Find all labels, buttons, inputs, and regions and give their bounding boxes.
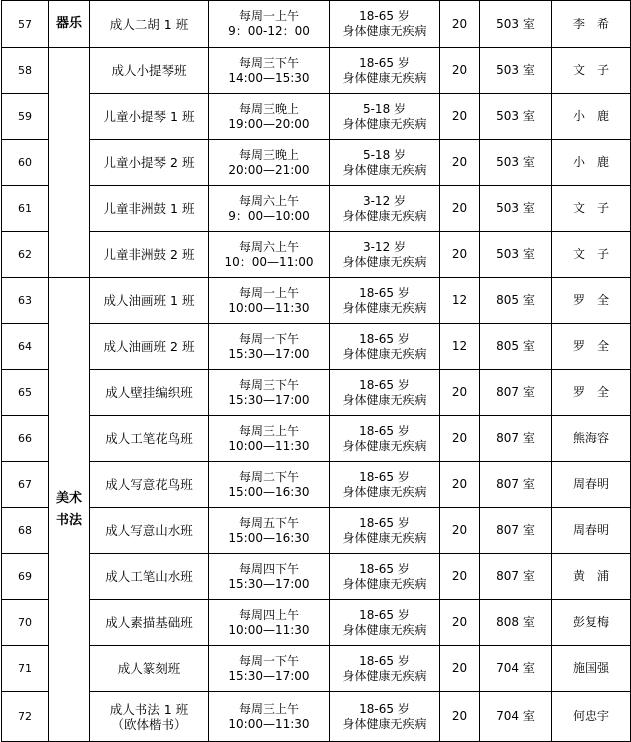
table-row	[2, 600, 631, 646]
course-requirement-line: 18-65 岁	[359, 423, 410, 438]
course-teacher: 施国强	[552, 646, 631, 692]
course-teacher: 何忠宇	[552, 692, 631, 742]
category-music-continued	[49, 48, 90, 278]
course-name-line: 成人工笔山水班	[105, 569, 193, 584]
course-time	[209, 554, 330, 600]
course-time	[209, 1, 330, 48]
course-room: 805 室	[480, 324, 552, 370]
course-requirement-line: 身体健康无疾病	[342, 300, 427, 315]
course-name	[90, 462, 209, 508]
course-time	[209, 232, 330, 278]
row-number: 68	[2, 508, 49, 554]
course-requirement	[330, 1, 440, 48]
course-requirement-line: 5-18 岁	[362, 147, 407, 162]
row-number: 58	[2, 48, 49, 94]
course-room: 808 室	[480, 600, 552, 646]
course-requirement	[330, 646, 440, 692]
course-requirement	[330, 600, 440, 646]
course-room: 807 室	[480, 370, 552, 416]
course-time	[209, 508, 330, 554]
course-requirement-line: 身体健康无疾病	[342, 162, 427, 177]
course-name-line: 儿童非洲鼓 1 班	[103, 201, 195, 216]
course-name-line: 成人写意花鸟班	[105, 477, 193, 492]
course-requirement-line: 18-65 岁	[359, 285, 410, 300]
course-requirement-line: 身体健康无疾病	[342, 346, 427, 361]
course-requirement-line: 18-65 岁	[359, 55, 410, 70]
course-room: 503 室	[480, 232, 552, 278]
course-time-line: 15:00—16:30	[228, 530, 310, 545]
category-art-calligraphy	[49, 278, 90, 742]
table-row	[2, 186, 631, 232]
course-requirement	[330, 554, 440, 600]
course-time-line: 19:00—20:00	[228, 116, 310, 131]
row-number: 70	[2, 600, 49, 646]
course-time	[209, 692, 330, 742]
course-room: 807 室	[480, 554, 552, 600]
course-name	[90, 554, 209, 600]
course-name	[90, 232, 209, 278]
course-teacher: 小 鹿	[552, 94, 631, 140]
table-row	[2, 324, 631, 370]
course-time	[209, 600, 330, 646]
course-name	[90, 646, 209, 692]
course-time-line: 每周三上午	[238, 701, 299, 716]
course-teacher: 罗 全	[552, 324, 631, 370]
course-time-line: 每周三上午	[238, 423, 299, 438]
course-time-line: 20:00—21:00	[228, 162, 310, 177]
course-requirement-line: 身体健康无疾病	[342, 438, 427, 453]
course-capacity: 20	[440, 1, 480, 48]
course-time-line: 15:30—17:00	[228, 346, 310, 361]
row-number: 71	[2, 646, 49, 692]
row-number: 61	[2, 186, 49, 232]
course-room: 805 室	[480, 278, 552, 324]
course-capacity: 20	[440, 94, 480, 140]
course-requirement	[330, 370, 440, 416]
course-requirement	[330, 186, 440, 232]
course-room: 503 室	[480, 48, 552, 94]
course-requirement-line: 18-65 岁	[359, 9, 410, 23]
course-requirement-line: 18-65 岁	[359, 561, 410, 576]
course-requirement-line: 18-65 岁	[359, 469, 410, 484]
row-number: 66	[2, 416, 49, 462]
course-name-line: 儿童非洲鼓 2 班	[103, 247, 195, 262]
course-name	[90, 140, 209, 186]
course-requirement-line: 身体健康无疾病	[342, 668, 427, 683]
table-row	[2, 94, 631, 140]
course-requirement-line: 身体健康无疾病	[342, 208, 427, 223]
course-name	[90, 416, 209, 462]
course-time	[209, 416, 330, 462]
row-number: 60	[2, 140, 49, 186]
course-room: 503 室	[480, 1, 552, 48]
course-capacity: 12	[440, 324, 480, 370]
course-requirement-line: 身体健康无疾病	[342, 70, 427, 85]
row-number: 63	[2, 278, 49, 324]
course-time-line: 每周三晚上	[238, 147, 299, 162]
course-time-line: 10:00—11:30	[228, 300, 310, 315]
course-requirement-line: 18-65 岁	[359, 515, 410, 530]
course-requirement-line: 3-12 岁	[362, 193, 407, 208]
course-time-line: 每周三下午	[238, 377, 299, 392]
course-requirement	[330, 692, 440, 742]
course-name	[90, 370, 209, 416]
course-name	[90, 600, 209, 646]
course-name	[90, 94, 209, 140]
course-name	[90, 48, 209, 94]
course-requirement	[330, 232, 440, 278]
course-time-line: 15:30—17:00	[228, 668, 310, 683]
table-row	[2, 646, 631, 692]
course-room: 503 室	[480, 94, 552, 140]
course-room: 807 室	[480, 462, 552, 508]
course-name	[90, 278, 209, 324]
course-requirement	[330, 416, 440, 462]
course-name-line: 成人素描基础班	[105, 615, 193, 630]
course-capacity: 20	[440, 692, 480, 742]
row-number: 65	[2, 370, 49, 416]
course-requirement-line: 身体健康无疾病	[342, 576, 427, 591]
category-music-line: 器乐	[55, 16, 82, 31]
course-requirement-line: 身体健康无疾病	[342, 116, 427, 131]
row-number: 69	[2, 554, 49, 600]
course-requirement-line: 身体健康无疾病	[342, 622, 427, 637]
course-time-line: 每周四下午	[238, 561, 299, 576]
course-capacity: 20	[440, 462, 480, 508]
course-time	[209, 94, 330, 140]
table-row	[2, 278, 631, 324]
row-number: 62	[2, 232, 49, 278]
course-name-line: 儿童小提琴 2 班	[103, 155, 195, 170]
course-name-line: 成人写意山水班	[105, 523, 193, 538]
course-name-line: 成人二胡 1 班	[109, 16, 189, 32]
course-room: 807 室	[480, 508, 552, 554]
category-music	[49, 1, 90, 48]
course-name-line: 成人小提琴班	[111, 63, 187, 78]
course-time-line: 每周三晚上	[238, 101, 299, 116]
row-number: 57	[2, 1, 49, 48]
course-requirement-line: 身体健康无疾病	[342, 392, 427, 407]
course-teacher: 罗 全	[552, 370, 631, 416]
course-time-line: 14:00—15:30	[228, 70, 310, 85]
course-name-line: 成人篆刻班	[117, 661, 181, 676]
course-capacity: 20	[440, 48, 480, 94]
course-teacher: 周春明	[552, 508, 631, 554]
table-row	[2, 508, 631, 554]
course-capacity: 20	[440, 554, 480, 600]
course-requirement-line: 18-65 岁	[359, 607, 410, 622]
course-time	[209, 278, 330, 324]
course-teacher: 文 子	[552, 232, 631, 278]
course-room: 704 室	[480, 646, 552, 692]
course-name	[90, 324, 209, 370]
course-name-line: （欧体楷书）	[111, 716, 187, 732]
table-row	[2, 416, 631, 462]
course-requirement-line: 身体健康无疾病	[342, 254, 427, 269]
course-time-line: 15:30—17:00	[228, 576, 310, 591]
course-name	[90, 1, 209, 48]
course-time-line: 每周二下午	[238, 469, 299, 484]
course-room: 503 室	[480, 140, 552, 186]
course-time	[209, 646, 330, 692]
course-time-line: 每周一上午	[238, 285, 299, 300]
course-capacity: 12	[440, 278, 480, 324]
course-teacher: 李 希	[552, 1, 631, 48]
course-name-line: 成人油画班 1 班	[103, 293, 195, 308]
course-time-line: 每周六上午	[238, 239, 299, 254]
course-time-line: 9：00-12：00	[228, 24, 310, 38]
table-row	[2, 692, 631, 742]
course-teacher: 黄 浦	[552, 554, 631, 600]
course-time	[209, 48, 330, 94]
course-name-line: 儿童小提琴 1 班	[103, 109, 195, 124]
course-requirement-line: 18-65 岁	[359, 331, 410, 346]
course-teacher: 小 鹿	[552, 140, 631, 186]
course-name-line: 成人油画班 2 班	[103, 339, 195, 354]
course-time	[209, 140, 330, 186]
course-time-line: 15:00—16:30	[228, 484, 310, 499]
course-time-line: 9：00—10:00	[228, 208, 310, 223]
course-requirement	[330, 462, 440, 508]
course-capacity: 20	[440, 600, 480, 646]
course-requirement-line: 18-65 岁	[359, 653, 410, 668]
course-requirement	[330, 48, 440, 94]
course-time-line: 每周六上午	[238, 193, 299, 208]
course-teacher: 罗 全	[552, 278, 631, 324]
course-capacity: 20	[440, 232, 480, 278]
category-art-calligraphy-line: 书法	[55, 512, 82, 528]
course-name	[90, 692, 209, 742]
course-capacity: 20	[440, 370, 480, 416]
course-teacher: 熊海容	[552, 416, 631, 462]
course-teacher: 文 子	[552, 48, 631, 94]
course-time-line: 10:00—11:30	[228, 438, 310, 453]
course-room: 807 室	[480, 416, 552, 462]
table-row	[2, 370, 631, 416]
course-time	[209, 462, 330, 508]
course-name	[90, 186, 209, 232]
course-capacity: 20	[440, 646, 480, 692]
table-row	[2, 140, 631, 186]
course-name-line: 成人工笔花鸟班	[105, 431, 193, 446]
course-requirement-line: 18-65 岁	[359, 701, 410, 716]
course-time-line: 10:00—11:30	[228, 716, 310, 731]
course-requirement-line: 5-18 岁	[362, 101, 407, 116]
course-teacher: 彭复梅	[552, 600, 631, 646]
category-art-calligraphy-line: 美术	[55, 490, 82, 506]
course-time-line: 10:00—11:30	[228, 622, 310, 637]
course-requirement-line: 身体健康无疾病	[342, 24, 427, 38]
course-name-line: 成人书法 1 班	[109, 701, 189, 717]
course-time-line: 每周一上午	[238, 9, 299, 23]
course-requirement	[330, 508, 440, 554]
table-row	[2, 48, 631, 94]
course-room: 503 室	[480, 186, 552, 232]
table-row	[2, 554, 631, 600]
course-time-line: 每周五下午	[238, 515, 299, 530]
row-number: 59	[2, 94, 49, 140]
course-room: 704 室	[480, 692, 552, 742]
course-time	[209, 324, 330, 370]
course-requirement	[330, 94, 440, 140]
course-time	[209, 370, 330, 416]
course-teacher: 文 子	[552, 186, 631, 232]
course-capacity: 20	[440, 508, 480, 554]
course-name	[90, 508, 209, 554]
course-requirement-line: 身体健康无疾病	[342, 716, 427, 731]
course-time	[209, 186, 330, 232]
course-teacher: 周春明	[552, 462, 631, 508]
course-name-line: 成人壁挂编织班	[105, 385, 193, 400]
course-requirement-line: 3-12 岁	[362, 239, 407, 254]
table-row	[2, 232, 631, 278]
course-time-line: 每周一下午	[238, 331, 299, 346]
course-requirement-line: 身体健康无疾病	[342, 484, 427, 499]
course-time-line: 每周四上午	[238, 607, 299, 622]
table-row	[2, 1, 631, 48]
course-time-line: 每周一下午	[238, 653, 299, 668]
row-number: 64	[2, 324, 49, 370]
course-requirement-line: 18-65 岁	[359, 377, 410, 392]
course-table	[1, 0, 631, 742]
row-number: 67	[2, 462, 49, 508]
course-requirement	[330, 324, 440, 370]
row-number: 72	[2, 692, 49, 742]
course-time-line: 10：00—11:00	[224, 254, 314, 269]
course-capacity: 20	[440, 186, 480, 232]
course-capacity: 20	[440, 416, 480, 462]
course-time-line: 每周三下午	[238, 55, 299, 70]
course-requirement-line: 身体健康无疾病	[342, 530, 427, 545]
course-capacity: 20	[440, 140, 480, 186]
course-requirement	[330, 140, 440, 186]
table-row	[2, 462, 631, 508]
course-requirement	[330, 278, 440, 324]
course-time-line: 15:30—17:00	[228, 392, 310, 407]
